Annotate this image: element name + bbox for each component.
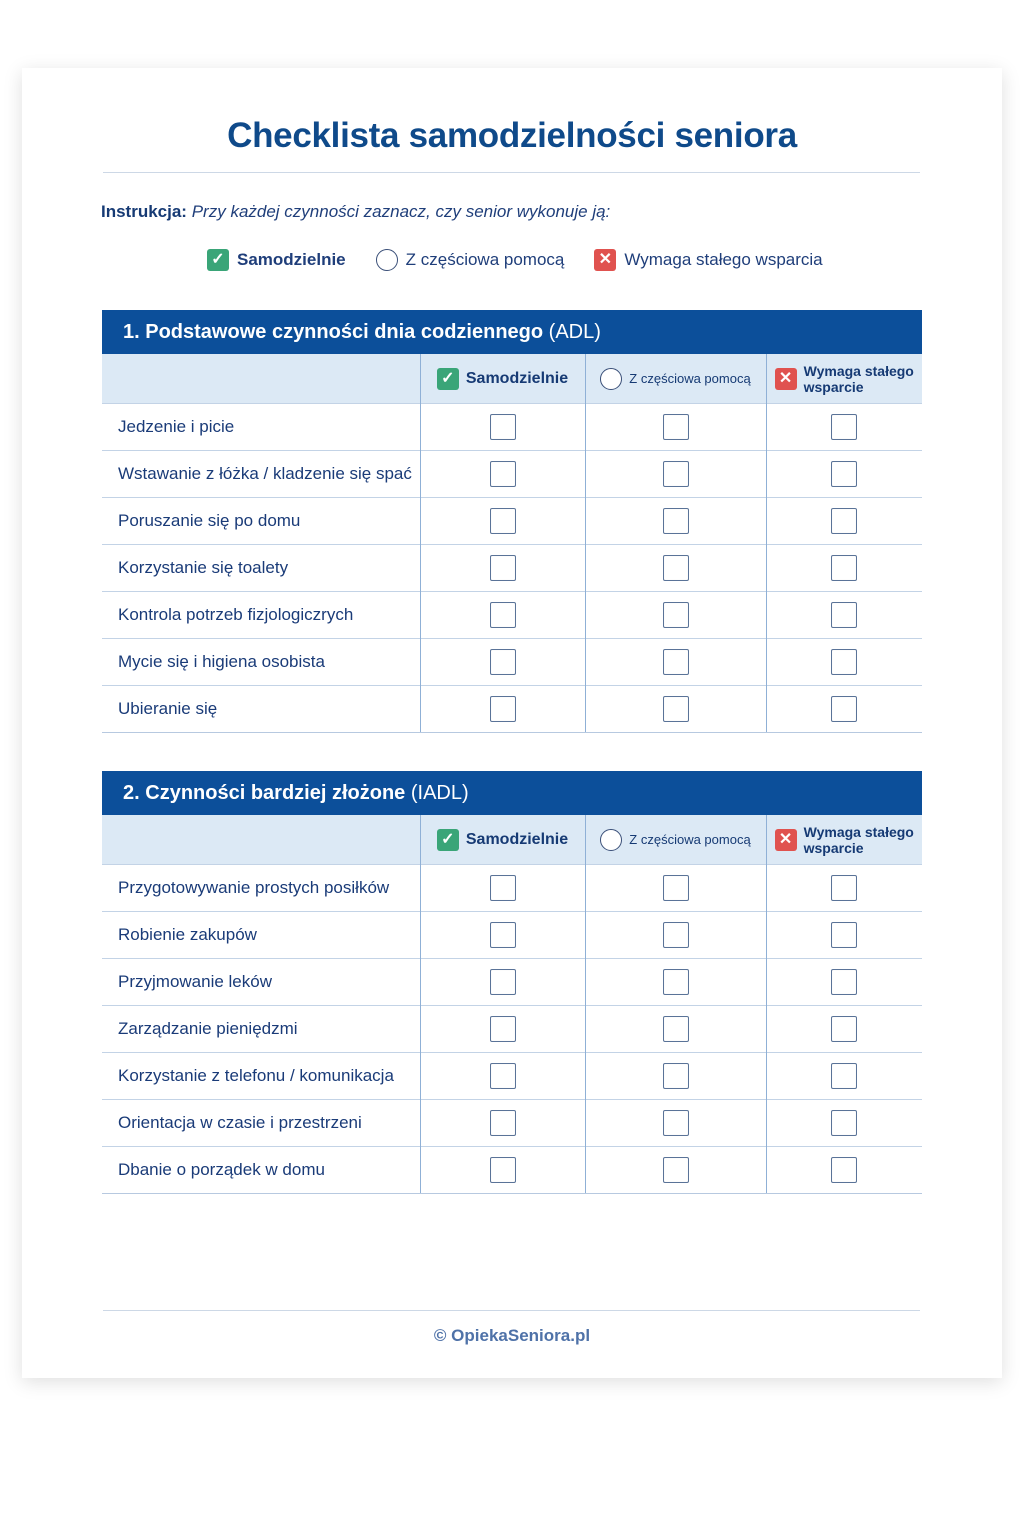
activity-label: Wstawanie z łóżka / kladzenie się spać: [102, 451, 420, 498]
cell-support: [766, 639, 922, 686]
cell-support: [766, 1006, 922, 1053]
checkbox-support[interactable]: [831, 1016, 857, 1042]
check-icon: ✓: [437, 368, 459, 390]
checkbox-support[interactable]: [831, 649, 857, 675]
section-number: 2.: [123, 781, 140, 804]
x-icon: ✕: [775, 368, 797, 390]
activity-label: Dbanie o porządek w domu: [102, 1147, 420, 1194]
checkbox-independent[interactable]: [490, 602, 516, 628]
activity-label: Poruszanie się po domu: [102, 498, 420, 545]
checkbox-independent[interactable]: [490, 1157, 516, 1183]
table-row: [102, 959, 922, 1006]
section-iadl: [102, 771, 922, 1194]
table-row: [102, 545, 922, 592]
checkbox-support[interactable]: [831, 602, 857, 628]
legend-label: Z częściowa pomocą: [405, 250, 565, 269]
checkbox-partial[interactable]: [663, 414, 689, 440]
column-label-line2: wsparcie: [803, 839, 864, 856]
cell-support: [766, 451, 922, 498]
cell-support: [766, 912, 922, 959]
table-row: [102, 639, 922, 686]
x-icon: ✕: [594, 249, 616, 271]
activity-label: Przygotowywanie prostych posiłków: [102, 865, 420, 912]
section-abbr: (ADL): [548, 320, 601, 343]
table-row: [102, 686, 922, 733]
checkbox-independent[interactable]: [490, 875, 516, 901]
cell-support: [766, 1100, 922, 1147]
cell-independent: [420, 545, 585, 592]
legend-label: Samodzielnie: [237, 250, 346, 269]
column-header-independent: [420, 354, 585, 404]
table-row: [102, 1053, 922, 1100]
activity-label: Zarządzanie pieniędzmi: [102, 1006, 420, 1053]
checkbox-partial[interactable]: [663, 875, 689, 901]
circle-icon: [600, 368, 622, 390]
column-label: Z częściowa pomocą: [629, 832, 751, 847]
cell-partial: [585, 912, 766, 959]
cell-support: [766, 498, 922, 545]
cell-partial: [585, 686, 766, 733]
instruction-text: Przy każdej czynności zaznacz, czy senior wykonuje ją:: [191, 202, 611, 221]
cell-support: [766, 545, 922, 592]
cell-support: [766, 865, 922, 912]
checkbox-partial[interactable]: [663, 969, 689, 995]
table-row: [102, 1006, 922, 1053]
checkbox-support[interactable]: [831, 1063, 857, 1089]
column-header-row: [102, 815, 922, 865]
column-header-partial: [585, 354, 766, 404]
checkbox-independent[interactable]: [490, 555, 516, 581]
checkbox-independent[interactable]: [490, 969, 516, 995]
circle-icon: [600, 829, 622, 851]
cell-support: [766, 1147, 922, 1194]
cell-partial: [585, 451, 766, 498]
cell-independent: [420, 498, 585, 545]
section-adl: [102, 310, 922, 733]
legend: [207, 249, 853, 271]
legend-label: Wymaga stałego wsparcia: [624, 250, 823, 269]
legend-item-support: [594, 249, 822, 271]
checkbox-support[interactable]: [831, 555, 857, 581]
section-title: Podstawowe czynności dnia codziennego: [145, 320, 544, 343]
check-icon: ✓: [207, 249, 229, 271]
column-label-line2: wsparcie: [803, 378, 864, 395]
checkbox-partial[interactable]: [663, 649, 689, 675]
checkbox-partial[interactable]: [663, 922, 689, 948]
x-icon: ✕: [775, 829, 797, 851]
checkbox-independent[interactable]: [490, 1063, 516, 1089]
checkbox-independent[interactable]: [490, 461, 516, 487]
cell-independent: [420, 1006, 585, 1053]
activity-label: Korzystanie z telefonu / komunikacja: [102, 1053, 420, 1100]
checkbox-independent[interactable]: [490, 696, 516, 722]
circle-icon: [376, 249, 398, 271]
instruction-label: Instrukcja:: [101, 202, 187, 221]
cell-partial: [585, 592, 766, 639]
section-title: Czynności bardziej złożone: [145, 781, 406, 804]
table-row: [102, 592, 922, 639]
activity-label: Przyjmowanie leków: [102, 959, 420, 1006]
legend-item-partial: [376, 249, 565, 271]
column-label: Samodzielnie: [465, 830, 569, 848]
column-label-line1: Wymaga stałego: [803, 362, 914, 379]
cell-support: [766, 592, 922, 639]
table-row: [102, 498, 922, 545]
column-label-line1: Wymaga stałego: [803, 823, 914, 840]
section-header: [102, 310, 922, 354]
section-number: 1.: [123, 320, 140, 343]
checkbox-partial[interactable]: [663, 1110, 689, 1136]
column-header-support: [766, 354, 922, 404]
table-row: [102, 1147, 922, 1194]
cell-independent: [420, 639, 585, 686]
cell-partial: [585, 1100, 766, 1147]
checkbox-partial[interactable]: [663, 461, 689, 487]
footer-divider: [103, 1310, 920, 1311]
column-header-row: [102, 354, 922, 404]
column-header-independent: [420, 815, 585, 865]
page-title: Checklista samodzielności seniora: [227, 116, 797, 155]
instruction: [101, 202, 610, 222]
checkbox-support[interactable]: [831, 414, 857, 440]
checkbox-partial[interactable]: [663, 602, 689, 628]
cell-independent: [420, 912, 585, 959]
column-header-partial: [585, 815, 766, 865]
cell-partial: [585, 1147, 766, 1194]
cell-support: [766, 686, 922, 733]
cell-independent: [420, 404, 585, 451]
column-label: [804, 363, 914, 395]
table-row: [102, 404, 922, 451]
activity-label: Orientacja w czasie i przestrzeni: [102, 1100, 420, 1147]
column-label: Z częściowa pomocą: [629, 371, 751, 386]
column-header-activity: [102, 815, 420, 865]
cell-independent: [420, 959, 585, 1006]
checkbox-partial[interactable]: [663, 555, 689, 581]
checkbox-partial[interactable]: [663, 1157, 689, 1183]
cell-partial: [585, 1053, 766, 1100]
cell-partial: [585, 404, 766, 451]
checkbox-support[interactable]: [831, 461, 857, 487]
checklist-table: [102, 815, 922, 1194]
checkbox-support[interactable]: [831, 1110, 857, 1136]
checkbox-support[interactable]: [831, 969, 857, 995]
cell-support: [766, 1053, 922, 1100]
checkbox-support[interactable]: [831, 875, 857, 901]
cell-independent: [420, 686, 585, 733]
table-row: [102, 1100, 922, 1147]
checkbox-support[interactable]: [831, 1157, 857, 1183]
footer-copyright: © OpiekaSeniora.pl: [433, 1326, 591, 1345]
checkbox-independent[interactable]: [490, 922, 516, 948]
checkbox-partial[interactable]: [663, 1016, 689, 1042]
activity-label: Korzystanie się toalety: [102, 545, 420, 592]
cell-partial: [585, 545, 766, 592]
cell-independent: [420, 451, 585, 498]
cell-support: [766, 404, 922, 451]
activity-label: Mycie się i higiena osobista: [102, 639, 420, 686]
cell-support: [766, 959, 922, 1006]
checkbox-independent[interactable]: [490, 1016, 516, 1042]
checkbox-partial[interactable]: [663, 696, 689, 722]
title-divider: [103, 172, 920, 173]
column-label: Samodzielnie: [465, 369, 569, 387]
check-icon: ✓: [437, 829, 459, 851]
checkbox-support[interactable]: [831, 508, 857, 534]
checkbox-support[interactable]: [831, 922, 857, 948]
cell-independent: [420, 1053, 585, 1100]
checkbox-independent[interactable]: [490, 649, 516, 675]
table-row: [102, 451, 922, 498]
activity-label: Ubieranie się: [102, 686, 420, 733]
cell-independent: [420, 1100, 585, 1147]
column-label: [804, 824, 914, 856]
checkbox-independent[interactable]: [490, 1110, 516, 1136]
table-row: [102, 912, 922, 959]
activity-label: Kontrola potrzeb fizjologiczrych: [102, 592, 420, 639]
column-header-support: [766, 815, 922, 865]
cell-partial: [585, 498, 766, 545]
legend-item-independent: [207, 249, 346, 271]
checkbox-independent[interactable]: [490, 508, 516, 534]
checklist-table: [102, 354, 922, 733]
section-abbr: (IADL): [410, 781, 469, 804]
cell-independent: [420, 1147, 585, 1194]
checkbox-independent[interactable]: [490, 414, 516, 440]
checkbox-partial[interactable]: [663, 508, 689, 534]
checkbox-support[interactable]: [831, 696, 857, 722]
cell-partial: [585, 865, 766, 912]
table-row: [102, 865, 922, 912]
column-header-activity: [102, 354, 420, 404]
checkbox-partial[interactable]: [663, 1063, 689, 1089]
cell-partial: [585, 639, 766, 686]
cell-partial: [585, 1006, 766, 1053]
section-header: [102, 771, 922, 815]
cell-independent: [420, 865, 585, 912]
cell-partial: [585, 959, 766, 1006]
activity-label: Jedzenie i picie: [102, 404, 420, 451]
cell-independent: [420, 592, 585, 639]
activity-label: Robienie zakupów: [102, 912, 420, 959]
